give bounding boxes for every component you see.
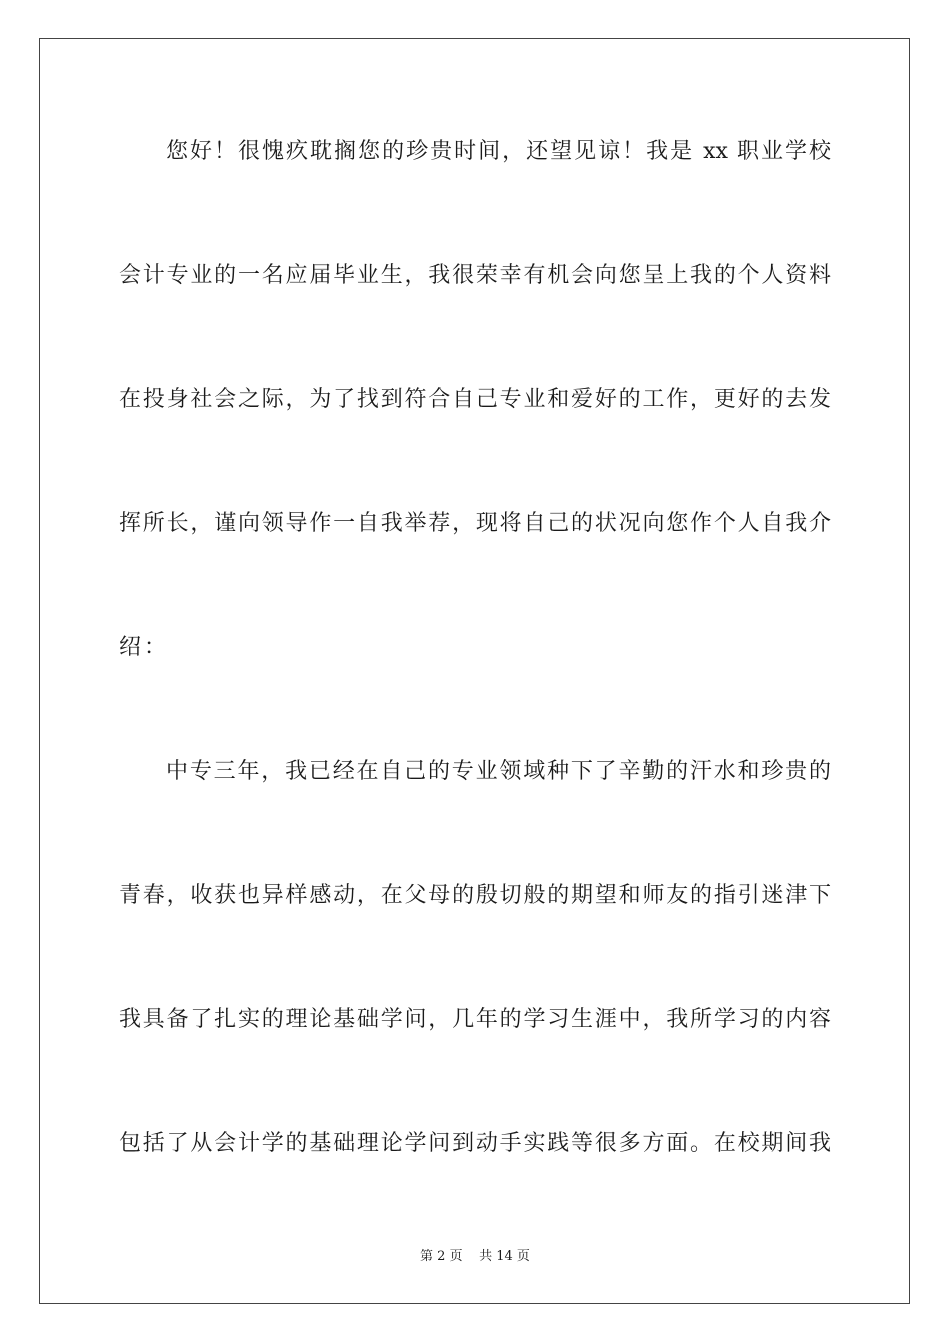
paragraph-line-5: 绍： — [119, 635, 170, 660]
page-total: 共 14 页 — [479, 1249, 530, 1264]
paragraph-line-7: 青春，收获也异样感动，在父母的殷切般的期望和师友的指引迷津下 — [119, 883, 831, 908]
paragraph-line-1: 您好！很愧疚耽搁您的珍贵时间，还望见谅！我是 xx 职业学校 — [166, 139, 831, 164]
page-footer — [0, 1248, 950, 1266]
paragraph-line-4: 挥所长，谨向领导作一自我举荐，现将自己的状况向您作个人自我介 — [119, 511, 831, 536]
page-number: 第 2 页 — [420, 1249, 463, 1264]
paragraph-line-3: 在投身社会之际，为了找到符合自己专业和爱好的工作，更好的去发 — [119, 387, 831, 412]
paragraph-line-2: 会计专业的一名应届毕业生，我很荣幸有机会向您呈上我的个人资料 — [119, 263, 831, 288]
paragraph-line-6: 中专三年，我已经在自己的专业领域种下了辛勤的汗水和珍贵的 — [166, 759, 831, 784]
paragraph-line-9: 包括了从会计学的基础理论学问到动手实践等很多方面。在校期间我 — [119, 1131, 831, 1156]
page-border — [39, 38, 910, 1304]
paragraph-line-8: 我具备了扎实的理论基础学问，几年的学习生涯中，我所学习的内容 — [119, 1007, 831, 1032]
